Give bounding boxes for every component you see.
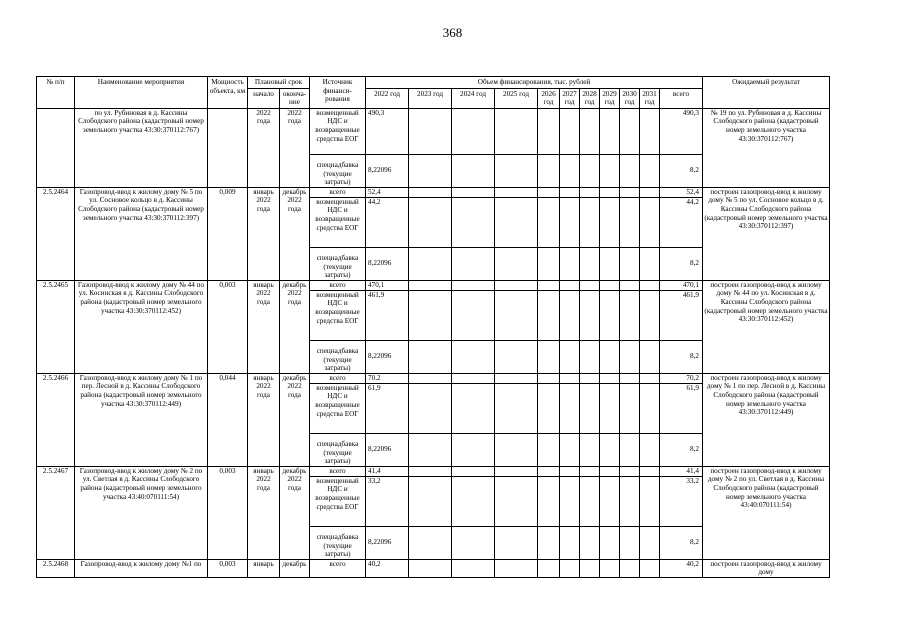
row-total: 33,2 (660, 476, 703, 526)
row-name: Газопровод-ввод к жилому дому № 2 по ул. Светлая в д. Кассины Слободского района (кадастровый номер земельного участка 43:40:070111:54) (75, 466, 208, 559)
row-total: 470,1 (660, 280, 703, 290)
table-row (37, 280, 830, 290)
row-start: январь 2022 года (248, 373, 280, 466)
row-source: спецнадбавка (текущие затраты) (310, 154, 366, 187)
row-y2022: 470,1 (366, 280, 409, 290)
row-result: построен газопровод-ввод к жилому дому № 1 по пер. Лесной в д. Кассины Слободского района (кадастровый номер земельного участка 43:30:370112:449) (703, 373, 830, 466)
row-total: 8,2 (660, 340, 703, 373)
row-source: спецнадбавка (текущие затраты) (310, 526, 366, 559)
header-year: 2025 год (495, 88, 538, 108)
header-year: 2022 год (366, 88, 409, 108)
row-source: всего (310, 373, 366, 383)
row-y2022: 490,3 (366, 108, 409, 154)
row-y2022: 8,22096 (366, 340, 409, 373)
row-total: 40,2 (660, 559, 703, 577)
row-name: Газопровод-ввод к жилому дому № 5 по ул. Сосновое кольцо в д. Кассины Слободского района (кадастровый номер земельного участка 43:30:370112:397) (75, 187, 208, 280)
table-row (37, 108, 830, 154)
row-end: декабрь 2022 года (280, 187, 310, 280)
row-name: Газопровод-ввод к жилому дому № 44 по ул. Косинская в д. Кассины Слободского района (кадастровый номер земельного участка 43:30:370112:452) (75, 280, 208, 373)
header-year: 2024 год (452, 88, 495, 108)
row-end: декабрь (280, 559, 310, 577)
row-id: 2.5.2467 (37, 466, 75, 559)
row-total: 8,2 (660, 526, 703, 559)
row-source: всего (310, 466, 366, 476)
header-year: 2027 год (560, 88, 580, 108)
row-y2022: 461,9 (366, 290, 409, 340)
financing-table (36, 76, 830, 578)
row-y2022: 61,9 (366, 383, 409, 433)
row-start: январь 2022 года (248, 280, 280, 373)
row-source: спецнадбавка (текущие затраты) (310, 433, 366, 466)
row-capacity: 0,003 (208, 280, 248, 373)
row-source: всего (310, 187, 366, 197)
row-id: 2.5.2468 (37, 559, 75, 577)
row-name: Газопровод-ввод к жилому дому № 1 по пер. Лесной в д. Кассины Слободского района (кадастровый номер земельного участка 43:30:370112:449) (75, 373, 208, 466)
row-y2022: 41,4 (366, 466, 409, 476)
row-name: Газопровод-ввод к жилому дому №1 по (75, 559, 208, 577)
row-start: январь (248, 559, 280, 577)
row-result: построен газопровод-ввод к жилому дому № 5 по ул. Сосновое кольцо в д. Кассины Слободского района (кадастровый номер земельного участка 43:30:370112:397) (703, 187, 830, 280)
header-year: 2023 год (409, 88, 452, 108)
row-total: 461,9 (660, 290, 703, 340)
row-start: январь 2022 года (248, 466, 280, 559)
row-source: возмещенный НДС и возвращенные средства ЕОГ (310, 383, 366, 433)
header-num: № п/п (37, 77, 75, 109)
row-total: 61,9 (660, 383, 703, 433)
row-source: спецнадбавка (текущие затраты) (310, 247, 366, 280)
row-total: 70,2 (660, 373, 703, 383)
row-total: 52,4 (660, 187, 703, 197)
row-source: всего (310, 280, 366, 290)
table-row (37, 466, 830, 476)
row-result: построен газопровод-ввод к жилому дому (703, 559, 830, 577)
row-capacity: 0,044 (208, 373, 248, 466)
row-y2022: 40,2 (366, 559, 409, 577)
row-result: построен газопровод-ввод к жилому дому № 2 по ул. Светлая в д. Кассины Слободского района (кадастровый номер земельного участка 43:40:070111:54) (703, 466, 830, 559)
row-total: 44,2 (660, 197, 703, 247)
row-total: 490,3 (660, 108, 703, 154)
row-y2022: 8,22096 (366, 526, 409, 559)
header-year: 2028 год (580, 88, 600, 108)
row-total: 8,2 (660, 247, 703, 280)
row-total: 8,2 (660, 154, 703, 187)
row-capacity: 0,003 (208, 559, 248, 577)
header-capacity: Мощность объекта, км (208, 77, 248, 109)
row-id: 2.5.2466 (37, 373, 75, 466)
row-result: № 19 по ул. Рубиновая в д. Кассины Слободского района (кадастровый номер земельного участка 43:30:370112:767) (703, 108, 830, 187)
header-volume: Объем финансирования, тыс. рублей (366, 77, 703, 89)
row-source: возмещенный НДС и возвращенные средства ЕОГ (310, 476, 366, 526)
header-year: 2030 год (620, 88, 640, 108)
row-y2022: 8,22096 (366, 247, 409, 280)
row-y2022: 33,2 (366, 476, 409, 526)
row-source: возмещенный НДС и возвращенные средства ЕОГ (310, 290, 366, 340)
row-start: январь 2022 года (248, 187, 280, 280)
row-capacity (208, 108, 248, 187)
header-start: начало (248, 88, 280, 108)
row-total: 8,2 (660, 433, 703, 466)
row-id (37, 108, 75, 187)
header-source: Источник финанси-рования (310, 77, 366, 109)
row-source: спецнадбавка (текущие затраты) (310, 340, 366, 373)
row-y2022: 52,4 (366, 187, 409, 197)
table-row (37, 187, 830, 197)
row-capacity: 0,009 (208, 187, 248, 280)
row-y2022: 8,22096 (366, 154, 409, 187)
header-year-total: всего (660, 88, 703, 108)
row-name: по ул. Рубиновая в д. Кассины Слободского района (кадастровый номер земельного участка 43:30:370112:767) (75, 108, 208, 187)
row-y2022: 70,2 (366, 373, 409, 383)
row-end: декабрь 2022 года (280, 373, 310, 466)
row-source: возмещенный НДС и возвращенные средства ЕОГ (310, 197, 366, 247)
row-y2022: 8,22096 (366, 433, 409, 466)
row-capacity: 0,003 (208, 466, 248, 559)
header-year: 2029 год (600, 88, 620, 108)
header-term: Плановый срок (248, 77, 310, 89)
header-year: 2026 год (538, 88, 560, 108)
row-id: 2.5.2464 (37, 187, 75, 280)
table-row (37, 373, 830, 383)
row-end: декабрь 2022 года (280, 280, 310, 373)
row-y2022: 44,2 (366, 197, 409, 247)
page-number: 368 (442, 25, 463, 40)
row-source: возмещенный НДС и возвращенные средства ЕОГ (310, 108, 366, 154)
table-row (37, 559, 830, 577)
row-result: построен газопровод-ввод к жилому дому № 44 по ул. Косинская в д. Кассины Слободского района (кадастровый номер земельного участка 43:30:370112:452) (703, 280, 830, 373)
header-name: Наименование мероприятия (75, 77, 208, 109)
row-total: 41,4 (660, 466, 703, 476)
header-result: Ожидаемый результат (703, 77, 830, 109)
row-source: всего (310, 559, 366, 577)
header-year: 2031 год (640, 88, 660, 108)
row-end: 2022 года (280, 108, 310, 187)
header-end: оконча-ние (280, 88, 310, 108)
row-start: 2022 года (248, 108, 280, 187)
row-id: 2.5.2465 (37, 280, 75, 373)
row-end: декабрь 2022 года (280, 466, 310, 559)
